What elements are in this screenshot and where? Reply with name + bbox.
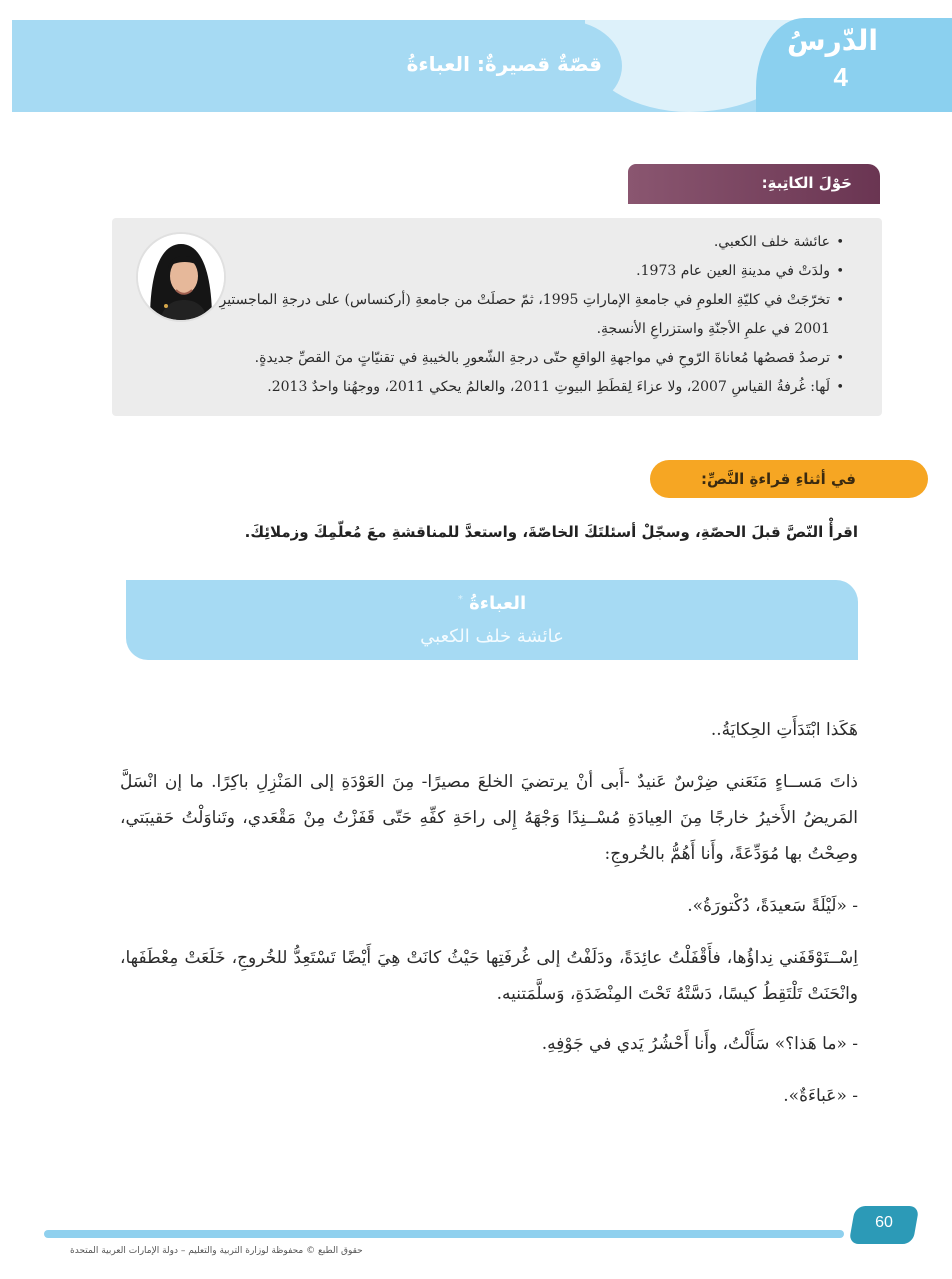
footer-line [44,1230,844,1238]
story-paragraph: هَكَذا ابْتَدَأَتِ الحِكايَةُ.. [710,720,858,740]
reading-instruction: اقرأْ النّصَّ قبلَ الحصّةِ، وسجّلْ أسئلتَكَ الخاصّةَ، واستعدَّ للمناقشةِ معَ مُعلّمِكَ وزملائِكَ. [244,523,858,541]
author-facts-list [204,228,844,402]
page-title: قصّةٌ قصيرةٌ: العباءةُ [406,52,602,76]
author-fact: • ولدَتْ في مدينةِ العين عام 1973. [204,257,844,286]
while-reading-heading: في أثناءِ قراءةِ النَّصِّ: [700,470,856,488]
about-author-heading: حَوْلَ الكاتِبةِ: [761,174,852,192]
story-title [126,593,858,614]
story-paragraph: ذاتَ مَســاءٍ مَنَعَني ضِرْسٌ عَنيدٌ -أَبى أنْ يرتضيَ الخلعَ مصيرًا- مِنَ العَوْدَةِ إلى المَنْزِلِ باكِرًا. ما إن انْسَلَّ المَريضُ الأَخيرُ خارجًا مِنَ العِيادَةِ مُسْــنِدًا وَجْهَهُ إِلى راحَةِ كفِّهِ حَتّى قَفَزْتُ مِنْ مَقْعَدي، وتَناوَلْتُ حَقيبَتي، وصِحْتُ بها مُوَدِّعَةً، وأَنا أَهُمُّ بالخُروجِ: [120,772,858,864]
author-fact: • تخرّجَتْ في كليّةِ العلومِ في جامعةِ الإماراتِ 1995، ثمّ حصلَتْ من جامعةِ (أركنساس) على درجةِ الماجستيرِ 2001 في علمِ الأجنّةِ واستزراعِ الأنسجةِ. [204,286,844,344]
story-paragraph: اِسْــتَوْقَفَني نِداؤُها، فأَقْفَلْتُ عائِدَةً، ودَلَفْتُ إلى غُرفَتِها حَيْثُ كانَتْ هِيَ أَيْضًا تَسْتَعِدُّ للخُروجِ، خَلَعَتْ مِعْطَفَها، وانْحَنَتْ تَلْتَقِطُ كيسًا، دَسَّتْهُ تَحْتَ المِنْضَدَةِ، وَسلَّمَتنيه. [120,948,858,1004]
lesson-number: 4 [833,62,848,92]
lesson-label: الدّرسُ [786,24,878,57]
author-fact: • لَها: غُرفةُ القياسِ 2007، ولا عزاءَ لِقطَطِ البيوتِ 2011، والعالمُ يحكي 2011، ووجهُنا واحدٌ 2013. [204,373,844,402]
story-paragraph: - «عَباءَةٌ». [783,1086,858,1106]
story-title-footnote-mark: * [457,594,463,605]
author-fact: • عائشة خلف الكعبي. [204,228,844,257]
page-number: 60 [875,1214,893,1231]
story-title-box [126,580,858,660]
story-paragraph: - «ما هَذا؟» سَأَلْتُ، وأَنا أَحْشُرُ يَدي في جَوْفِهِ. [541,1034,858,1054]
story-title-text: العباءةُ [469,593,527,614]
story-paragraph: - «لَيْلَةً سَعيدَةً، دُكْتورَةُ». [687,896,858,916]
copyright-notice: حقوق الطبع © محفوظة لوزارة التربية والتعليم – دولة الإمارات العربية المتحدة [70,1246,363,1256]
story-author: عائشة خلف الكعبي [420,626,564,647]
author-fact: • ترصدُ قصصُها مُعاناةَ الرّوحِ في مواجهةِ الواقعِ حتّى درجةِ الشّعورِ بالخيبةِ في تقنيّاتٍ منَ القصِّ جديدةٍ. [204,344,844,373]
